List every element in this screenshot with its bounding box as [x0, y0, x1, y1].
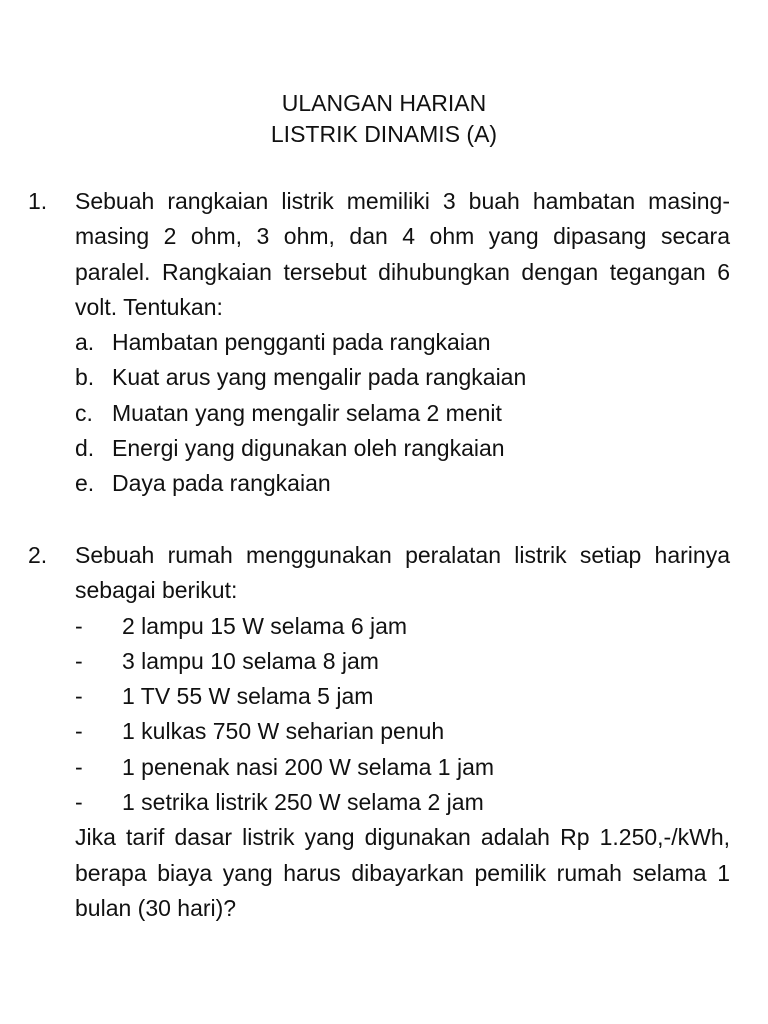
- sub-question-text: Hambatan pengganti pada rangkaian: [112, 329, 491, 356]
- question-text: Sebuah rumah menggunakan peralatan listrik setiap harinya sebagai berikut:: [75, 542, 730, 604]
- appliance-text: 2 lampu 15 W selama 6 jam: [122, 612, 408, 639]
- sub-question-text: Energi yang digunakan oleh rangkaian: [112, 435, 505, 462]
- appliance-text: 1 kulkas 750 W seharian penuh: [122, 718, 445, 745]
- sub-question-marker: c.: [75, 399, 93, 426]
- question-number: 1.: [28, 188, 48, 214]
- dash-bullet: -: [75, 753, 83, 780]
- dash-bullet: -: [75, 718, 83, 745]
- question-number: 2.: [28, 542, 48, 568]
- appliance-item: [75, 750, 730, 785]
- sub-question-marker: a.: [75, 329, 95, 356]
- appliance-text: 1 TV 55 W selama 5 jam: [122, 683, 374, 710]
- sub-question-item: [75, 325, 730, 360]
- document-title: ULANGAN HARIAN: [281, 90, 487, 116]
- sub-question-item: [75, 431, 730, 466]
- appliance-text: 3 lampu 10 selama 8 jam: [122, 647, 379, 674]
- question-body: [75, 184, 730, 502]
- appliance-item: [75, 679, 730, 714]
- appliance-item: [75, 644, 730, 679]
- question-closing-text: Jika tarif dasar listrik yang digunakan adalah Rp 1.250,-/kWh, berapa biaya yang harus dibayarkan pemilik rumah selama 1 bulan (30 hari)?: [75, 824, 730, 921]
- dash-bullet: -: [75, 789, 83, 816]
- sub-question-text: Kuat arus yang mengalir pada rangkaian: [112, 364, 527, 391]
- title-block: [0, 88, 768, 150]
- appliance-item: [75, 714, 730, 749]
- document-subtitle: LISTRIK DINAMIS (A): [270, 121, 498, 147]
- question-1: [28, 184, 730, 502]
- question-2: [28, 538, 730, 926]
- sub-question-item: [75, 396, 730, 431]
- appliance-text: 1 setrika listrik 250 W selama 2 jam: [122, 789, 484, 816]
- sub-question-text: Muatan yang mengalir selama 2 menit: [112, 399, 502, 426]
- sub-question-text: Daya pada rangkaian: [112, 470, 331, 497]
- dash-bullet: -: [75, 612, 83, 639]
- question-text: Sebuah rangkaian listrik memiliki 3 buah hambatan masing-masing 2 ohm, 3 ohm, dan 4 ohm yang dipasang secara paralel. Rangkaian tersebut dihubungkan dengan tegangan 6 volt. Tentukan:: [75, 188, 730, 320]
- appliance-text: 1 penenak nasi 200 W selama 1 jam: [122, 753, 495, 780]
- sub-question-marker: e.: [75, 470, 95, 497]
- appliance-item: [75, 609, 730, 644]
- sub-question-marker: b.: [75, 364, 95, 391]
- dash-bullet: -: [75, 647, 83, 674]
- sub-question-item: [75, 360, 730, 395]
- sub-question-list: [75, 325, 730, 501]
- appliance-item: [75, 785, 730, 820]
- question-body: [75, 538, 730, 926]
- sub-question-marker: d.: [75, 435, 95, 462]
- sub-question-item: [75, 466, 730, 501]
- appliance-list: [75, 609, 730, 821]
- dash-bullet: -: [75, 683, 83, 710]
